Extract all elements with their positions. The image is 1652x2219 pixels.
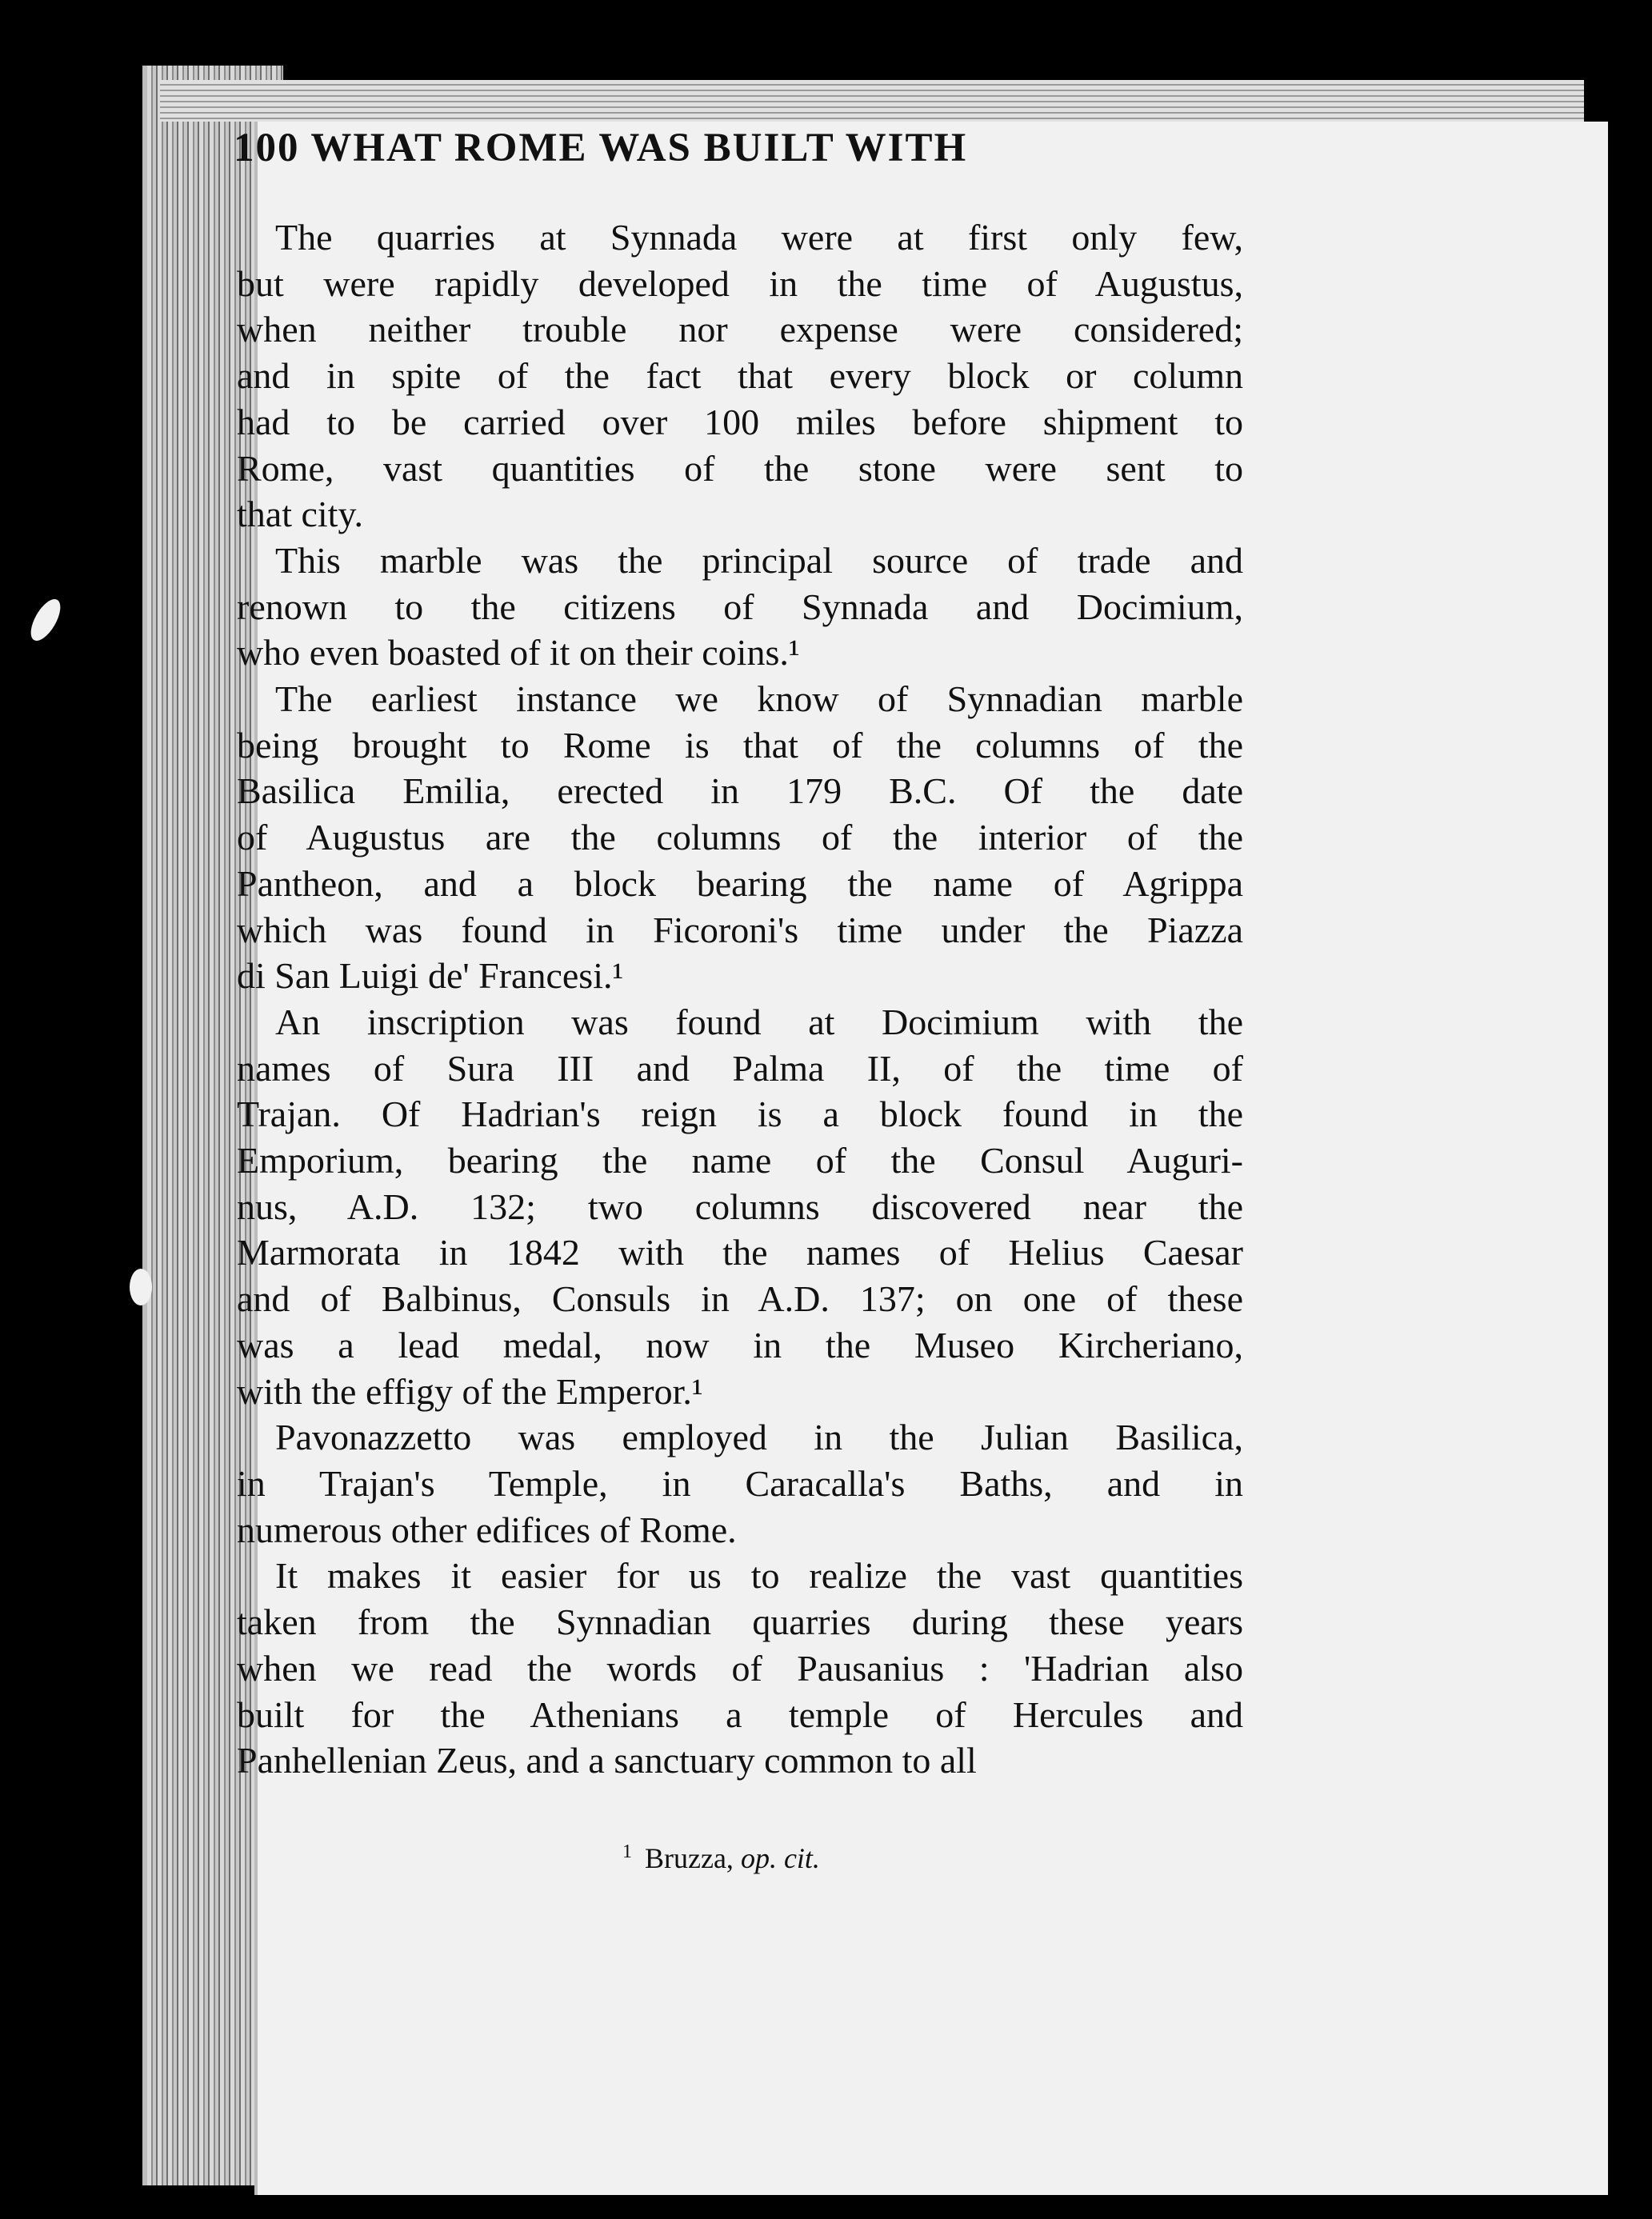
- text-line: The quarries at Synnada were at first only few,: [275, 217, 1243, 258]
- text-line: numerous other edifices of Rome.: [237, 1509, 737, 1550]
- text-line: had to be carried over 100 miles before shipment to: [237, 401, 1243, 442]
- ink-blot: [25, 594, 66, 645]
- text-line: Basilica Emilia, erected in 179 B.C. Of the date: [237, 770, 1243, 812]
- text-line: being brought to Rome is that of the columns of the: [237, 724, 1243, 766]
- paragraph: [237, 214, 1243, 538]
- body-text: [237, 214, 1243, 1784]
- text-line: when neither trouble nor expense were considered;: [237, 309, 1243, 350]
- text-line: nus, A.D. 132; two columns discovered near the: [237, 1185, 1243, 1227]
- text-line: Pantheon, and a block bearing the name of Agrippa: [237, 862, 1243, 904]
- text-line: Panhellenian Zeus, and a sanctuary common to all: [237, 1740, 977, 1781]
- text-line: An inscription was found at Docimium with the: [275, 1001, 1243, 1042]
- text-line: names of Sura III and Palma II, of the time of: [237, 1047, 1243, 1089]
- text-line: and in spite of the fact that every block or column: [237, 355, 1243, 397]
- paragraph: [237, 676, 1243, 999]
- text-line: of Augustus are the columns of the interior of the: [237, 817, 1243, 858]
- paragraph: [237, 538, 1243, 676]
- text-line: renown to the citizens of Synnada and Docimium,: [237, 586, 1243, 627]
- footnote-reference: op. cit.: [740, 1842, 820, 1874]
- paragraph: [237, 1414, 1243, 1553]
- paragraph: [237, 999, 1243, 1414]
- text-line: and of Balbinus, Consuls in A.D. 137; on one of these: [237, 1278, 1243, 1320]
- text-line: built for the Athenians a temple of Hercules and: [237, 1693, 1243, 1735]
- text-line: that city.: [237, 494, 363, 535]
- text-line: with the effigy of the Emperor.¹: [237, 1370, 703, 1412]
- text-line: Emporium, bearing the name of the Consul Auguri-: [237, 1140, 1243, 1181]
- footnote: [622, 1841, 820, 1875]
- text-line: The earliest instance we know of Synnadian marble: [275, 678, 1243, 720]
- running-head: 100 WHAT ROME WAS BUILT WITH: [234, 126, 968, 170]
- text-line: was a lead medal, now in the Museo Kircheriano,: [237, 1324, 1243, 1365]
- text-line: Trajan. Of Hadrian's reign is a block found in the: [237, 1094, 1243, 1135]
- text-line: Pavonazzetto was employed in the Julian Basilica,: [275, 1417, 1243, 1458]
- text-line: but were rapidly developed in the time of Augustus,: [237, 262, 1243, 304]
- text-line: which was found in Ficoroni's time under the Piazza: [237, 909, 1243, 950]
- text-line: in Trajan's Temple, in Caracalla's Baths, and in: [237, 1462, 1243, 1504]
- text-line: when we read the words of Pausanius : 'Hadrian also: [237, 1647, 1243, 1689]
- footnote-author: Bruzza,: [645, 1842, 734, 1874]
- text-line: This marble was the principal source of trade and: [275, 539, 1243, 581]
- text-line: who even boasted of it on their coins.¹: [237, 632, 800, 674]
- ink-blot: [130, 1269, 152, 1305]
- text-line: di San Luigi de' Francesi.¹: [237, 955, 624, 997]
- book-page-edges-top: [160, 80, 1584, 122]
- text-line: It makes it easier for us to realize the vast quantities: [275, 1555, 1243, 1597]
- paragraph: [237, 1553, 1243, 1784]
- text-line: Rome, vast quantities of the stone were sent to: [237, 447, 1243, 489]
- text-line: taken from the Synnadian quarries during these years: [237, 1601, 1243, 1643]
- text-line: Marmorata in 1842 with the names of Helius Caesar: [237, 1232, 1243, 1273]
- footnote-marker: 1: [622, 1841, 632, 1862]
